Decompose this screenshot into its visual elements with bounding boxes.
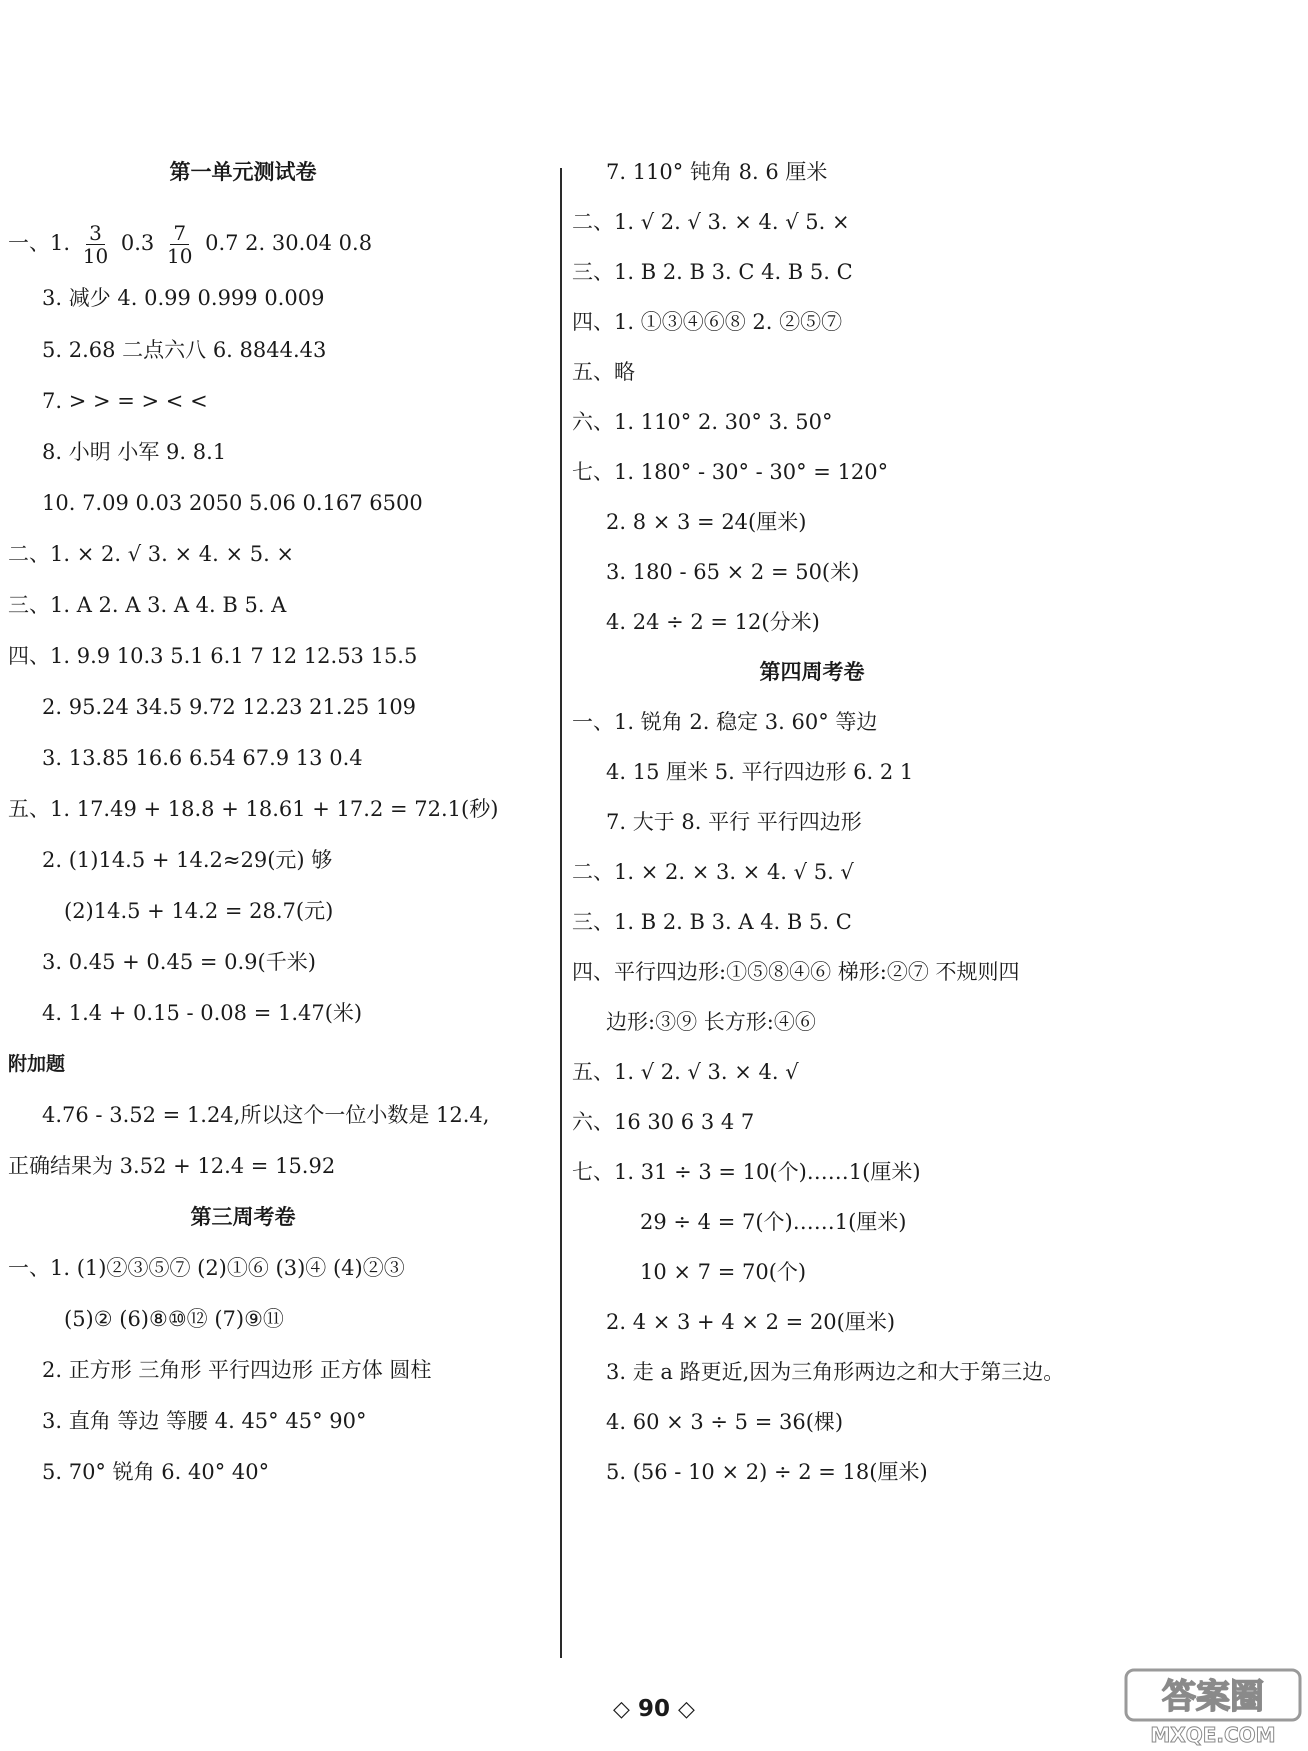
answer-line: 5. 2.68 二点六八 6. 8844.43 <box>42 338 327 362</box>
answer-line: 3. 走 a 路更近,因为三角形两边之和大于第三边。 <box>606 1360 1065 1384</box>
diamond-icon: ◇ <box>613 1697 630 1722</box>
answer-line: 2. 8 × 3 = 24(厘米) <box>606 510 807 534</box>
section-title-unit1: 第一单元测试卷 <box>169 160 317 184</box>
answer-line: 7. > > = > < < <box>42 389 208 413</box>
answer-line: 七、1. 180° - 30° - 30° = 120° <box>572 460 889 484</box>
answer-line: (2)14.5 + 14.2 = 28.7(元) <box>64 899 334 923</box>
answer-line: 六、16 30 6 3 4 7 <box>572 1110 755 1134</box>
answer-line: 六、1. 110° 2. 30° 3. 50° <box>572 410 833 434</box>
answer-line: 边形:③⑨ 长方形:④⑥ <box>606 1010 816 1034</box>
answer-line: 2. 正方形 三角形 平行四边形 正方体 圆柱 <box>42 1358 432 1382</box>
fraction-denominator: 10 <box>82 244 109 268</box>
answer-line: 四、1. 9.9 10.3 5.1 6.1 7 12 12.53 15.5 <box>8 644 418 668</box>
answer-line: 五、1. √ 2. √ 3. × 4. √ <box>572 1060 799 1084</box>
answer-line: 3. 减少 4. 0.99 0.999 0.009 <box>42 286 325 310</box>
answer-line: 4.76 - 3.52 = 1.24,所以这个一位小数是 12.4, <box>42 1103 490 1127</box>
section-heading-bonus: 附加题 <box>8 1053 66 1075</box>
fraction <box>83 222 108 267</box>
answer-line: 29 ÷ 4 = 7(个)……1(厘米) <box>640 1210 907 1234</box>
page-footer <box>0 1696 1308 1722</box>
diamond-icon: ◇ <box>678 1697 695 1722</box>
answer-line: 4. 24 ÷ 2 = 12(分米) <box>606 610 820 634</box>
watermark-site-text: MXQE.COM <box>1150 1723 1276 1746</box>
answer-line: 三、1. B 2. B 3. C 4. B 5. C <box>572 260 853 284</box>
watermark-logo-text: 答案圈 <box>1162 1677 1264 1717</box>
answer-line: 3. 13.85 16.6 6.54 67.9 13 0.4 <box>42 746 363 770</box>
answer-line: (5)② (6)⑧⑩⑫ (7)⑨⑪ <box>64 1307 284 1331</box>
answer-line: 7. 110° 钝角 8. 6 厘米 <box>606 160 828 184</box>
answer-line: 三、1. A 2. A 3. A 4. B 5. A <box>8 593 287 617</box>
answer-line: 一、1. (1)②③⑤⑦ (2)①⑥ (3)④ (4)②③ <box>8 1256 405 1280</box>
answer-line <box>8 222 372 267</box>
answer-line: 3. 180 - 65 × 2 = 50(米) <box>606 560 860 584</box>
answer-line: 二、1. × 2. × 3. × 4. √ 5. √ <box>572 860 854 884</box>
section-title-week3: 第三周考卷 <box>190 1205 296 1229</box>
answer-line: 五、略 <box>572 360 635 384</box>
answer-line: 10. 7.09 0.03 2050 5.06 0.167 6500 <box>42 491 423 515</box>
section-title-week4: 第四周考卷 <box>759 660 865 684</box>
answer-line: 三、1. B 2. B 3. A 4. B 5. C <box>572 910 852 934</box>
page-number: 90 <box>637 1696 670 1722</box>
answer-line: 四、1. ①③④⑥⑧ 2. ②⑤⑦ <box>572 310 843 334</box>
answer-line: 7. 大于 8. 平行 平行四边形 <box>606 810 862 834</box>
answer-line: 七、1. 31 ÷ 3 = 10(个)……1(厘米) <box>572 1160 921 1184</box>
answer-line: 四、平行四边形:①⑤⑧④⑥ 梯形:②⑦ 不规则四 <box>572 960 1020 984</box>
answer-line: 5. (56 - 10 × 2) ÷ 2 = 18(厘米) <box>606 1460 928 1484</box>
watermark-logo-icon <box>1124 1668 1302 1746</box>
answer-line: 10 × 7 = 70(个) <box>640 1260 807 1284</box>
answer-line: 二、1. √ 2. √ 3. × 4. √ 5. × <box>572 210 850 234</box>
answer-line: 4. 15 厘米 5. 平行四边形 6. 2 1 <box>606 760 914 784</box>
answer-line: 五、1. 17.49 + 18.8 + 18.61 + 17.2 = 72.1(秒) <box>8 797 499 821</box>
answer-line: 2. (1)14.5 + 14.2≈29(元) 够 <box>42 848 333 872</box>
answer-line: 一、1. 锐角 2. 稳定 3. 60° 等边 <box>572 710 878 734</box>
answer-line: 5. 70° 锐角 6. 40° 40° <box>42 1460 270 1484</box>
answer-line: 4. 60 × 3 ÷ 5 = 36(棵) <box>606 1410 844 1434</box>
answer-line: 正确结果为 3.52 + 12.4 = 15.92 <box>8 1154 336 1178</box>
fraction-numerator: 7 <box>170 222 189 245</box>
fraction <box>167 222 192 267</box>
answer-line: 3. 0.45 + 0.45 = 0.9(千米) <box>42 950 316 974</box>
line-suffix: 0.7 2. 30.04 0.8 <box>205 231 373 255</box>
column-divider <box>560 168 562 1658</box>
answer-line: 2. 4 × 3 + 4 × 2 = 20(厘米) <box>606 1310 896 1334</box>
line-prefix: 一、1. <box>8 231 71 255</box>
answer-line: 8. 小明 小军 9. 8.1 <box>42 440 227 464</box>
answer-line: 3. 直角 等边 等腰 4. 45° 45° 90° <box>42 1409 367 1433</box>
answer-line: 2. 95.24 34.5 9.72 12.23 21.25 109 <box>42 695 417 719</box>
answer-line: 4. 1.4 + 0.15 - 0.08 = 1.47(米) <box>42 1001 363 1025</box>
fraction-denominator: 10 <box>166 244 193 268</box>
answer-line: 二、1. × 2. √ 3. × 4. × 5. × <box>8 542 295 566</box>
fraction-numerator: 3 <box>86 222 105 245</box>
line-mid: 0.3 <box>120 231 155 255</box>
